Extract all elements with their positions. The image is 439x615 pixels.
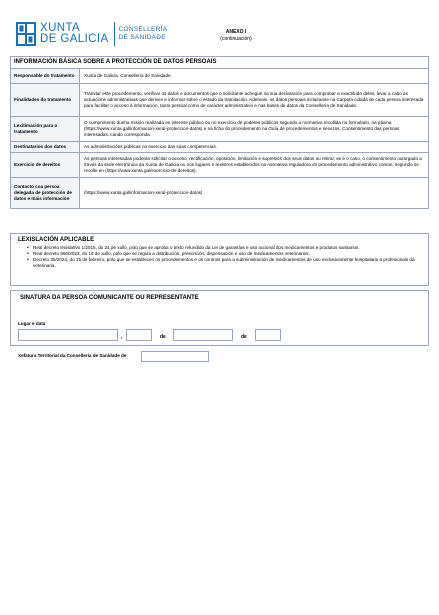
annex-heading xyxy=(200,29,272,43)
month-field[interactable] xyxy=(173,329,233,341)
signature-section xyxy=(10,290,429,346)
row-value: Xunta de Galicia. Consellería de Sanidade. xyxy=(84,73,172,78)
row-value: Tramitar este procedemento, verificar os datos e documentos que o solicitante achegue na súa declaración para comprobar a exactitude deles, levar a cabo as actuacións administrativas que deriven e informar sobre o estado da tramitación. Ademais, os datos persoais incluiranse na Carpeta cidadá de cada persoa interesada para facilitar o acceso á información, tanto persoal como de carácter administrativo e nas bases de datos da Consellería de Sanidade. xyxy=(84,91,424,108)
row-value: O cumprimento dunha misión realizada en interese público ou no exercicio de poderes públicos segundo a normativa recollida no formulario, na páxina (https://www.xunta.gal/informacion-xeral-proteccion-datos) e na ficha do procedemento na Guía de procedementos e servizos. Consentimento das persoas interesadas, cando corresponda. xyxy=(84,120,400,137)
row-label: Finalidades do tratamento xyxy=(11,84,80,116)
table-row xyxy=(11,153,428,178)
row-label: Contacto coa persoa delegada de protección de datos e máis información xyxy=(11,178,80,208)
place-field[interactable] xyxy=(18,329,118,341)
logo-divider xyxy=(114,22,115,46)
day-field[interactable] xyxy=(126,329,152,341)
place-date-label: Lugar e data xyxy=(18,321,46,326)
table-row xyxy=(11,84,428,117)
list-item: • Real decreto 666/2023, do 18 de xullo, polo que se regula a distribución, prescrición, dispensación e uso de medicamentos veterinarios. xyxy=(33,251,428,257)
xunta-wordmark: XUNTA DE GALICIA xyxy=(40,22,109,45)
row-value: As administracións públicas no exercicio das súas competencias. xyxy=(84,144,218,149)
data-protection-table xyxy=(10,56,429,209)
xunta-logo xyxy=(16,21,167,47)
row-label: Destinatarios dos datos xyxy=(11,142,80,152)
legislation-title: LEXISLACIÓN APLICABLE xyxy=(18,237,95,243)
row-value: (https://www.xunta.gal/informacion-xeral-proteccion-datos) xyxy=(84,190,203,195)
annex-title: ANEXO I xyxy=(225,29,247,35)
xefatura-field[interactable] xyxy=(141,351,209,362)
table-row xyxy=(11,69,428,84)
row-label: Exercicio de dereitos xyxy=(11,153,80,177)
list-item: • Decreto 30/2024, do 15 de febreiro, polo que se establecen os procedementos e os controis para a subministración de medicamentos de uso exclusivamente hospitalario a profesionais da veterinaria. xyxy=(33,257,428,269)
legislation-section xyxy=(10,233,429,286)
row-value: As persoas interesadas poderán solicitar o acceso, rectificación, oposición, limitación e supresión dos seus datos ou retirar, se é o caso, o consentimento outorgado a través da sede electrónica da Xunta de Galicia ou nos lugares e rexistros establecidos na normativa reguladora do procedemento administrativo común, segundo se recolle en (https://www.xunta.gal/exercicio-de-dereitos). xyxy=(84,156,422,173)
table-row xyxy=(11,178,428,208)
xunta-cross-icon xyxy=(16,22,36,46)
signature-title: SINATURA DA PERSOA COMUNICANTE OU REPRESENTANTE xyxy=(20,295,199,301)
department-name: CONSELLERÍA DE SANIDADE xyxy=(118,26,168,41)
de-separator: de xyxy=(241,334,247,340)
annex-subtitle: (continuación) xyxy=(220,36,252,42)
table-row xyxy=(11,142,428,153)
year-field[interactable] xyxy=(255,329,281,341)
data-protection-title: INFORMACIÓN BÁSICA SOBRE A PROTECCIÓN DE DATOS PERSOAIS xyxy=(11,57,428,69)
de-separator: de xyxy=(160,334,166,340)
comma-separator: , xyxy=(121,334,123,340)
list-item: • Real decreto lexislativo 1/2015, do 24 de xullo, polo que se aproba o texto refundido da Lei de garantías e uso racional dos medicamentos e produtos sanitarios. xyxy=(33,245,428,251)
xefatura-label: Xefatura Territorial da Consellería de Sanidade de xyxy=(18,353,127,358)
table-row xyxy=(11,117,428,142)
legislation-list xyxy=(11,245,428,269)
row-label: Lexitimación para o tratamento xyxy=(11,117,80,141)
row-label: Responsable do tratamento xyxy=(11,69,80,83)
document-header xyxy=(0,0,439,52)
